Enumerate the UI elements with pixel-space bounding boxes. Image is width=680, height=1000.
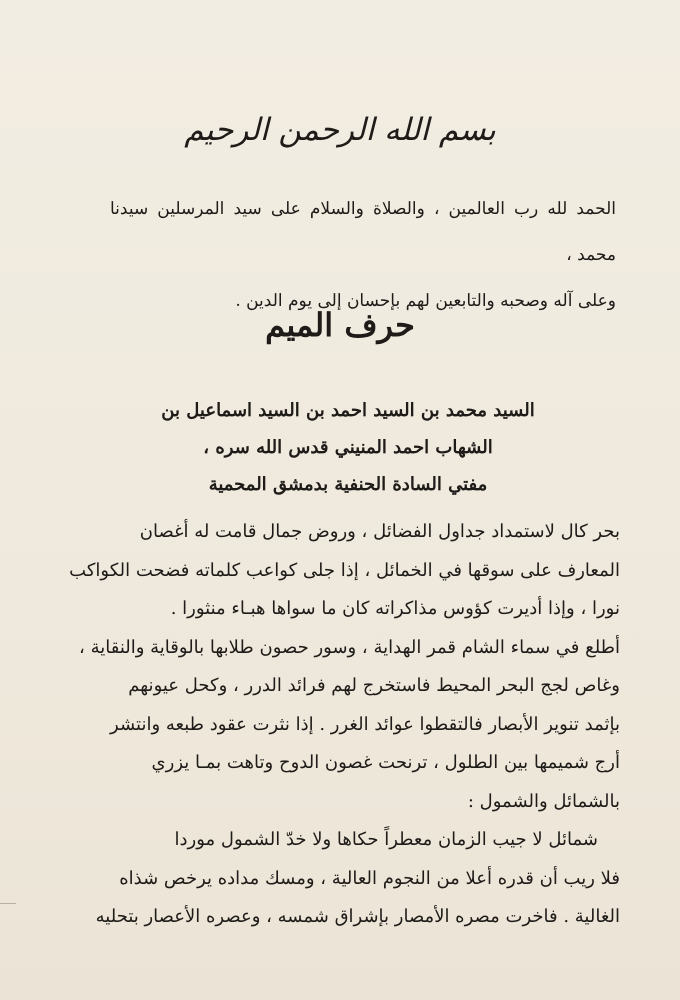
page-edge-mark	[0, 903, 16, 904]
body-line: نورا ، وإذا أديرت كؤوس مذاكراته كان ما سواها هبـاء منثورا .	[170, 598, 620, 619]
person-heading-line: السيد محمد بن السيد احمد بن السيد اسماعيل بن	[161, 400, 535, 421]
person-heading	[132, 392, 564, 503]
body-line: بحر كال لاستمداد جداول الفضائل ، وروض جمال قامت له أغصان	[139, 521, 620, 542]
body-line: المعارف على سوقها في الخمائل ، إذا جلى كواعب كلماته فضحت الكواكب	[69, 559, 620, 581]
intro-line: وعلى آله وصحبه والتابعين لهم بإحسان إلى يوم الدين .	[235, 291, 616, 311]
biography-text	[60, 513, 620, 937]
poetry-verse	[60, 821, 620, 860]
verse-first-hemistich: شمائل لا جيب الزمان معطراً	[384, 829, 598, 850]
body-line: بالشمائل والشمول :	[467, 790, 620, 812]
body-line: بإثمد تنوير الأبصار فالتقطوا عوائد الغرر . إذا نثرت عقود طبعه وانتشر	[110, 713, 620, 735]
body-line: أرج شميمها بين الطلول ، ترنحت غصون الدوح وتاهت بمـا يزري	[151, 752, 620, 773]
verse-second-hemistich: حكاها ولا خدّ الشمول موردا	[174, 829, 379, 850]
body-line: وغاص لجج البحر المحيط فاستخرج لهم فرائد الدرر ، وكحل عيونهم	[128, 675, 620, 696]
person-heading-line: مفتي السادة الحنفية بدمشق المحمية	[208, 474, 488, 495]
intro-line: الحمد لله رب العالمين ، والصلاة والسلام على سيد المرسلين سيدنا محمد ،	[110, 199, 616, 265]
body-line: أطلع في سماء الشام قمر الهداية ، وسور حصون طلابها بالوقاية والنقاية ،	[79, 636, 620, 658]
basmala-heading: بسم الله الرحمن الرحيم	[184, 112, 496, 148]
intro-paragraph	[110, 186, 616, 324]
chapter-title: حرف الميم	[265, 306, 415, 344]
body-line: فلا ريب أن قدره أعلا من النجوم العالية ، ومسك مداده يرخص شذاه	[119, 867, 620, 889]
body-line: الغالية . فاخرت مصره الأمصار بإشراق شمسه ، وعصره الأعصار بتحليه	[95, 906, 620, 927]
person-heading-line: الشهاب احمد المنيني قدس الله سره ،	[203, 437, 493, 458]
